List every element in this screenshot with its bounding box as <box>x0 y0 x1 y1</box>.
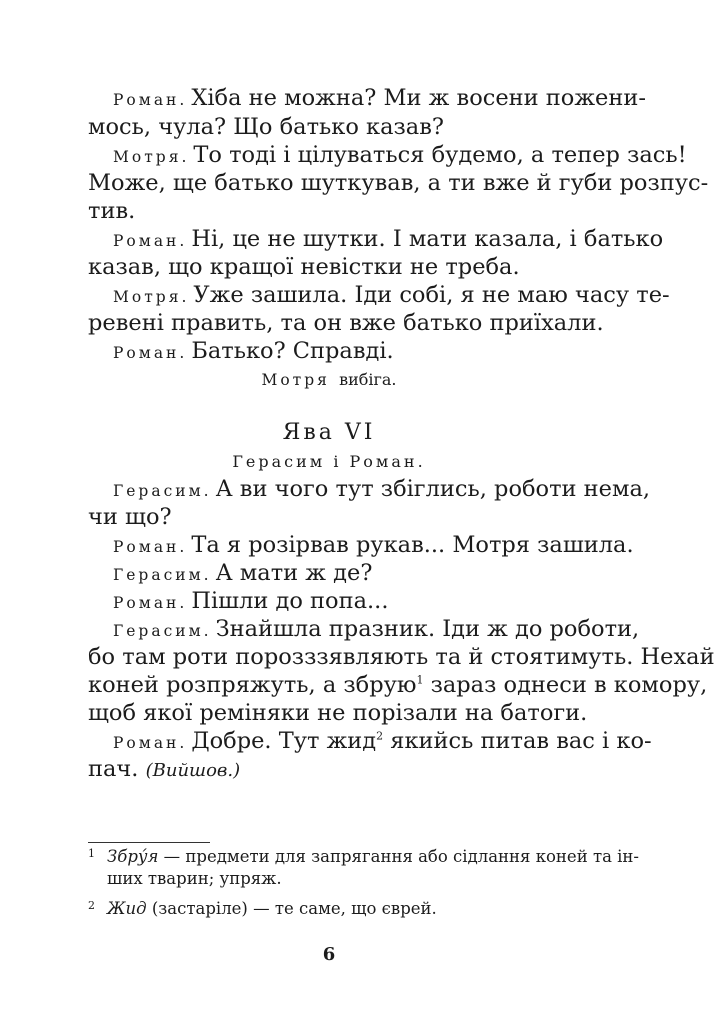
line-text: А мати ж де? <box>215 560 373 586</box>
speaker-name: Роман. <box>113 734 188 752</box>
line-text: мось, чула? Що батько казав? <box>88 114 444 140</box>
line-text: пач. <box>88 756 139 782</box>
footnote-line <box>107 868 580 890</box>
stage-direction <box>0 366 658 394</box>
speaker-name: Герасим. <box>113 482 212 500</box>
line-text: Знайшла празник. Іди ж до роботи, <box>215 616 640 642</box>
line-text: казав, що кращої невістки не треба. <box>88 254 520 280</box>
text-line <box>113 531 634 559</box>
page-number: 6 <box>322 944 336 965</box>
line-text: чи що? <box>88 504 172 530</box>
text-line <box>113 727 652 755</box>
text-line <box>113 587 580 615</box>
text-line <box>113 281 670 309</box>
line-text: Уже зашила. Іди собі, я не маю часу те- <box>193 282 670 308</box>
speaker-name: Роман. <box>113 594 188 612</box>
footnote-number: 2 <box>88 899 95 912</box>
text-line <box>88 197 580 225</box>
line-text: Хіба не можна? Ми ж восени пожени- <box>191 85 646 111</box>
footnote <box>88 846 640 890</box>
stage-direction-text: вибіга. <box>339 370 397 389</box>
line-text: Може, ще батько шуткував, а ти вже й губи розпус- <box>88 170 709 196</box>
footnote-ref: 1 <box>416 673 424 687</box>
text-line <box>113 337 580 365</box>
text-line <box>88 169 709 197</box>
line-text: А ви чого тут збіглись, роботи нема, <box>215 476 651 502</box>
text-line <box>88 309 604 337</box>
line-text: якийсь питав вас і ко- <box>383 728 652 754</box>
text-line <box>113 84 646 112</box>
speaker-name: Роман. <box>113 232 188 250</box>
line-text: То тоді і цілуваться будемо, а тепер зась! <box>193 142 687 168</box>
text-line <box>88 113 580 141</box>
text-line <box>113 141 687 169</box>
speaker-name: Роман. <box>113 344 188 362</box>
text-line <box>88 699 588 727</box>
text-line <box>88 643 715 671</box>
speaker-name: Мотря. <box>113 288 190 306</box>
text-line <box>113 475 651 503</box>
footnote-term: Жид <box>107 899 147 918</box>
scene-cast: Герасим і Роман. <box>232 452 426 471</box>
footnote-ref: 2 <box>376 729 384 743</box>
footnote-text: ших тварин; упряж. <box>107 869 282 888</box>
speaker-name: Мотря <box>261 371 330 389</box>
speaker-name: Герасим. <box>113 566 212 584</box>
line-text: зараз однеси в комору, <box>423 672 708 698</box>
footnote <box>88 898 580 920</box>
footnote-divider <box>88 842 210 843</box>
line-text: тив. <box>88 198 136 224</box>
line-text: бо там роти порозззявляють та й стоятимуть. Нехай <box>88 644 715 670</box>
text-line <box>113 615 640 643</box>
stage-direction-text: (Вийшов.) <box>145 760 241 781</box>
footnote-number: 1 <box>88 847 95 860</box>
footnote-text: — предмети для запрягання або сідлання коней та ін- <box>158 847 640 866</box>
speaker-name: Роман. <box>113 538 188 556</box>
footnote-text: (застаріле) — те саме, що єврей. <box>146 899 437 918</box>
line-text: Пішли до попа... <box>191 588 389 614</box>
line-text: коней розпряжуть, а збрую <box>88 672 417 698</box>
line-text: Ні, це не шутки. І мати казала, і батько <box>191 226 664 252</box>
text-line <box>88 755 580 783</box>
text-line <box>88 671 708 699</box>
footnote-line <box>107 898 580 920</box>
text-line <box>88 253 580 281</box>
scene-heading: Ява VI <box>282 420 376 445</box>
speaker-name: Герасим. <box>113 622 212 640</box>
speaker-name: Роман. <box>113 91 188 109</box>
line-text: ревені править, та он вже батько приїхали. <box>88 310 604 336</box>
text-line <box>113 225 664 253</box>
footnote-line <box>107 846 640 868</box>
line-text: Та я розірвав рукав... Мотря зашила. <box>191 532 634 558</box>
text-line <box>88 503 580 531</box>
footnote-term: Збру́я <box>107 847 159 866</box>
text-line <box>113 559 580 587</box>
speaker-name: Мотря. <box>113 148 190 166</box>
line-text: щоб якої реміняки не порізали на батоги. <box>88 700 588 726</box>
line-text: Добре. Тут жид <box>191 728 377 754</box>
line-text: Батько? Справді. <box>191 338 394 364</box>
